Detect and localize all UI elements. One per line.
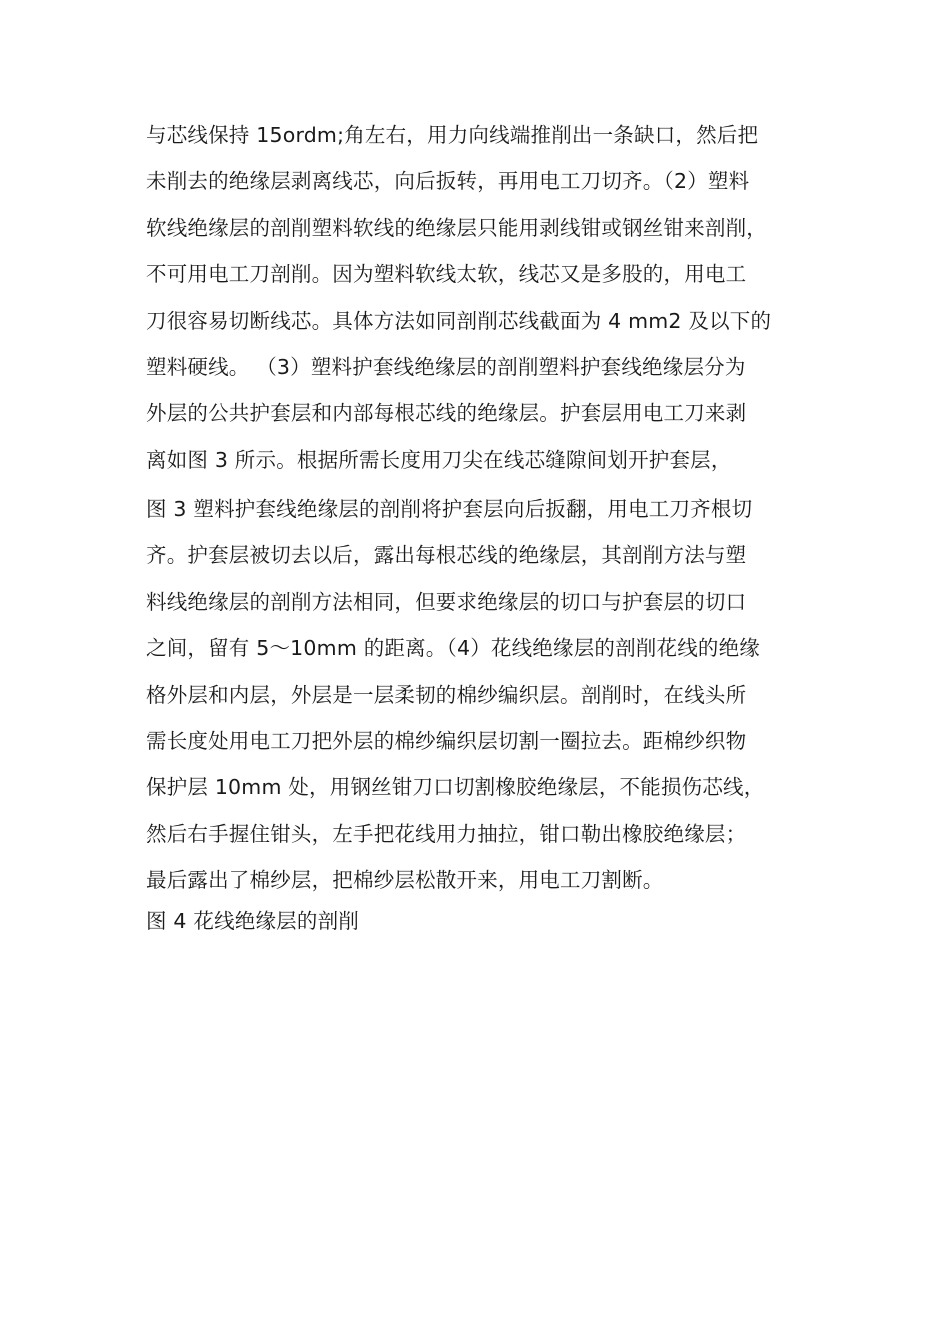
paragraph-2 bbox=[146, 486, 816, 904]
text-line: 格外层和内层，外层是一层柔韧的棉纱编织层。剖削时，在线头所 bbox=[146, 682, 747, 707]
text-line: 料线绝缘层的剖削方法相同，但要求绝缘层的切口与护套层的切口 bbox=[146, 589, 747, 614]
text-line: 未削去的绝缘层剥离线芯，向后扳转，再用电工刀切齐。（2）塑料 bbox=[146, 169, 750, 194]
text-line: 塑料硬线。 （3）塑料护套线绝缘层的剖削塑料护套线绝缘层分为 bbox=[146, 354, 746, 379]
text-line: 离如图 3 所示。根据所需长度用刀尖在线芯缝隙间划开护套层， bbox=[146, 447, 732, 472]
text-line: 然后右手握住钳头，左手把花线用力抽拉，钳口勒出橡胶绝缘层； bbox=[146, 821, 747, 846]
text-line: 与芯线保持 15ordm;角左右，用力向线端推削出一条缺口，然后把 bbox=[146, 123, 759, 147]
text-line: 外层的公共护套层和内部每根芯线的绝缘层。护套层用电工刀来剥 bbox=[146, 401, 747, 426]
text-line: 需长度处用电工刀把外层的棉纱编织层切割一圈拉去。距棉纱织物 bbox=[146, 728, 747, 753]
text-line: 最后露出了棉纱层，把棉纱层松散开来，用电工刀割断。 bbox=[146, 868, 664, 893]
figure-caption bbox=[146, 898, 816, 944]
text-line: 图 4 花线绝缘层的剖削 bbox=[146, 909, 359, 933]
text-line: 不可用电工刀剖削。因为塑料软线太软，线芯又是多股的，用电工 bbox=[146, 262, 747, 287]
text-line: 软线绝缘层的剖削塑料软线的绝缘层只能用剥线钳或钢丝钳来剖削， bbox=[146, 215, 767, 240]
text-line: 图 3 塑料护套线绝缘层的剖削将护套层向后扳翻，用电工刀齐根切 bbox=[146, 497, 753, 521]
text-line: 保护层 10mm 处，用钢丝钳刀口切割橡胶绝缘层，不能损伤芯线， bbox=[146, 775, 765, 800]
text-line: 刀很容易切断线芯。具体方法如同剖削芯线截面为 4 mm2 及以下的 bbox=[146, 308, 772, 333]
paragraph-1 bbox=[146, 112, 816, 483]
text-line: 之间，留有 5～10mm 的距离。（4）花线绝缘层的剖削花线的绝缘 bbox=[146, 636, 760, 661]
text-line: 齐。护套层被切去以后，露出每根芯线的绝缘层，其剖削方法与塑 bbox=[146, 543, 747, 568]
